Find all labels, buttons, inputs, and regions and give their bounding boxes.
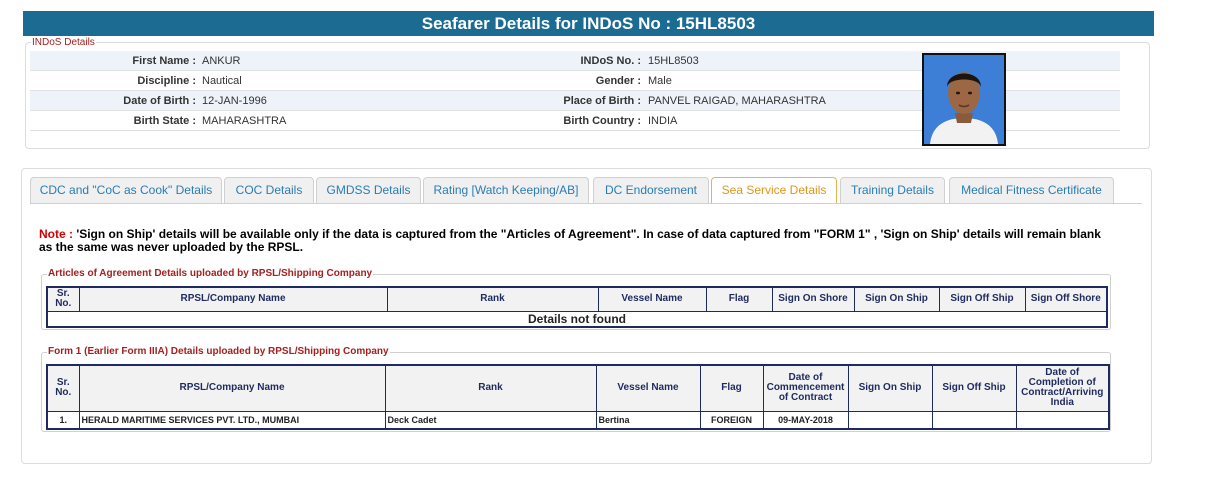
col-date-of-commencement: Date of Commencement of Contract xyxy=(763,365,848,411)
col-company-name: RPSL/Company Name xyxy=(79,365,385,411)
articles-legend: Articles of Agreement Details uploaded by RPSL/Shipping Company xyxy=(48,268,373,279)
col-vessel-name: Vessel Name xyxy=(596,365,700,411)
articles-table xyxy=(46,286,1108,328)
first-name-value: ANKUR xyxy=(202,55,241,67)
discipline-label: Discipline : xyxy=(137,75,196,87)
col-sign-on-ship: Sign On Ship xyxy=(854,287,939,311)
tab-coc-details[interactable]: COC Details xyxy=(224,177,314,203)
form1-table xyxy=(46,364,1110,430)
sign-on-ship-note xyxy=(39,228,1104,254)
first-name-label: First Name : xyxy=(132,55,196,67)
col-sr-no: Sr. No. xyxy=(47,365,79,411)
note-lead: Note : xyxy=(39,227,73,241)
flag-cell: FOREIGN xyxy=(700,411,763,429)
col-rank: Rank xyxy=(387,287,598,311)
form1-header-row xyxy=(47,365,1109,411)
gender-value: Male xyxy=(648,75,672,87)
tab-dc-endorsement[interactable]: DC Endorsement xyxy=(593,177,709,203)
articles-section xyxy=(41,268,1111,330)
col-sign-off-ship: Sign Off Ship xyxy=(932,365,1016,411)
col-date-of-completion: Date of Completion of Contract/Arriving India xyxy=(1016,365,1109,411)
seafarer-photo xyxy=(922,53,1006,146)
col-sign-off-ship: Sign Off Ship xyxy=(939,287,1025,311)
commencement-date-cell: 09-MAY-2018 xyxy=(763,411,848,429)
gender-label: Gender : xyxy=(595,75,641,87)
col-sr-no: Sr. No. xyxy=(47,287,79,311)
completion-date-cell xyxy=(1016,411,1109,429)
sr-no-cell: 1. xyxy=(47,411,79,429)
table-row xyxy=(47,311,1107,327)
sign-on-ship-cell xyxy=(848,411,932,429)
tab-sea-service-details[interactable]: Sea Service Details xyxy=(711,177,837,203)
articles-header-row xyxy=(47,287,1107,311)
place-of-birth-label: Place of Birth : xyxy=(563,95,641,107)
birth-country-value: INDIA xyxy=(648,115,678,127)
col-company-name: RPSL/Company Name xyxy=(79,287,387,311)
dob-value: 12-JAN-1996 xyxy=(202,95,267,107)
note-text: 'Sign on Ship' details will be available only if the data is captured from the "Articles of Agreement". In case of data captured from "FORM 1" , 'Sign on Ship' details will remain blank as the same was never uploaded by the RPSL. xyxy=(39,227,1101,254)
tab-gmdss-details[interactable]: GMDSS Details xyxy=(316,177,421,203)
page-title: Seafarer Details for INDoS No : 15HL8503 xyxy=(23,11,1154,36)
col-sign-on-shore: Sign On Shore xyxy=(772,287,854,311)
col-flag: Flag xyxy=(700,365,763,411)
indos-no-value: 15HL8503 xyxy=(648,55,699,67)
person-photo-icon xyxy=(924,55,1004,144)
place-of-birth-value: PANVEL RAIGAD, MAHARASHTRA xyxy=(648,95,826,107)
col-sign-off-shore: Sign Off Shore xyxy=(1025,287,1107,311)
rank-cell: Deck Cadet xyxy=(385,411,596,429)
tab-training-details[interactable]: Training Details xyxy=(840,177,945,203)
details-tabs-panel xyxy=(21,168,1152,464)
birth-country-label: Birth Country : xyxy=(563,115,641,127)
form1-legend: Form 1 (Earlier Form IIIA) Details uploaded by RPSL/Shipping Company xyxy=(48,346,389,357)
col-rank: Rank xyxy=(385,365,596,411)
tab-medical-fitness[interactable]: Medical Fitness Certificate xyxy=(949,177,1114,203)
form1-section xyxy=(41,346,1111,432)
indos-details-legend: INDoS Details xyxy=(32,37,95,48)
tab-cdc-details[interactable]: CDC and "CoC as Cook" Details xyxy=(30,177,222,203)
details-not-found-message: Details not found xyxy=(47,311,1107,327)
birth-state-label: Birth State : xyxy=(133,115,196,127)
tab-divider xyxy=(30,203,1142,204)
col-vessel-name: Vessel Name xyxy=(598,287,706,311)
table-row xyxy=(47,411,1109,429)
col-flag: Flag xyxy=(706,287,772,311)
tab-rating-details[interactable]: Rating [Watch Keeping/AB] xyxy=(423,177,589,203)
indos-no-label: INDoS No. : xyxy=(580,55,641,67)
sign-off-ship-cell xyxy=(932,411,1016,429)
col-sign-on-ship: Sign On Ship xyxy=(848,365,932,411)
vessel-name-cell: Bertina xyxy=(596,411,700,429)
discipline-value: Nautical xyxy=(202,75,242,87)
birth-state-value: MAHARASHTRA xyxy=(202,115,287,127)
dob-label: Date of Birth : xyxy=(123,95,196,107)
company-name-cell: HERALD MARITIME SERVICES PVT. LTD., MUMBAI xyxy=(79,411,385,429)
indos-details-panel xyxy=(25,37,1150,149)
